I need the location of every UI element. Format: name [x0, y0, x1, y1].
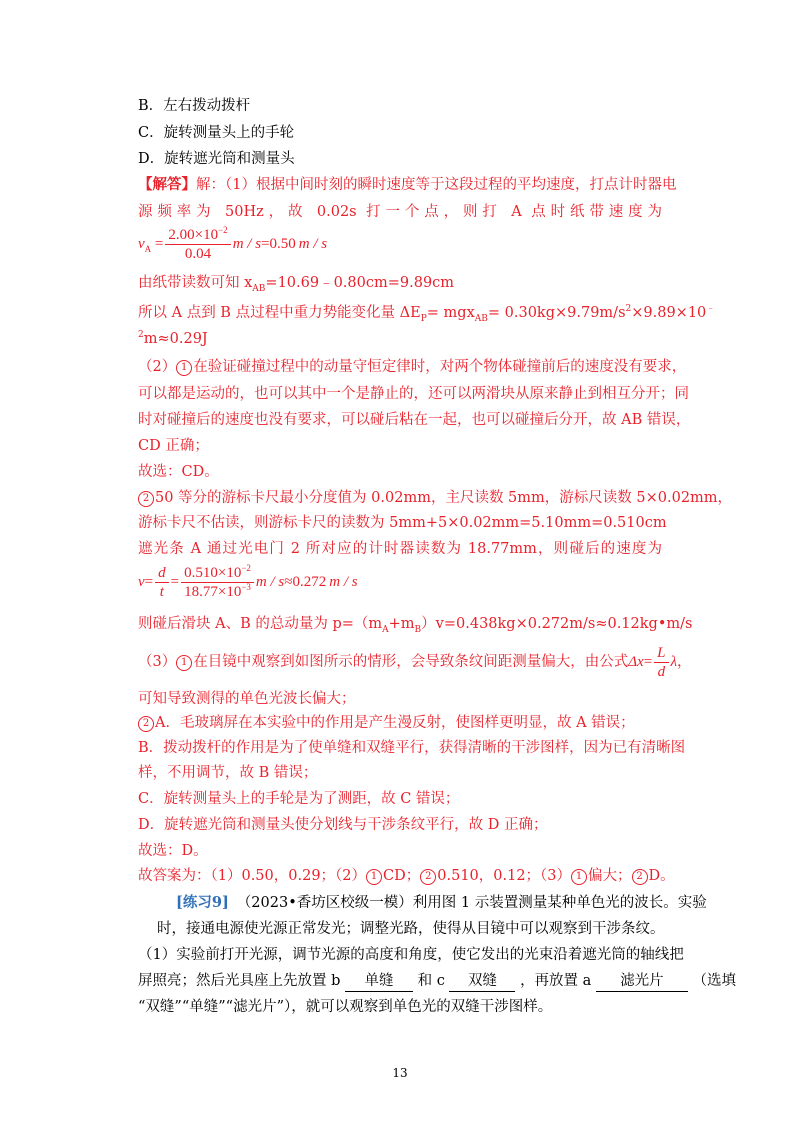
answer-line: 【解答】解：（1）根据中间时刻的瞬时速度等于这段过程的平均速度，打点计时器电 — [138, 176, 677, 193]
answer-heading: 【解答】 — [138, 176, 196, 193]
answer-line: 遮光条 A 通过光电门 2 所对应的计时器读数为 18.77mm，则碰后的速度为 — [138, 541, 662, 557]
exercise-line: 屏照亮；然后光具座上先放置 b 单缝 和 c 双缝 ，再放置 a 滤光片 （选填 — [138, 971, 736, 992]
answer-line: 可知导致测得的单色光波长偏大； — [138, 691, 356, 707]
blank-a: 滤光片 — [596, 971, 688, 992]
answer-line: 源频率为 50Hz，故 0.02s 打一个点，则打 A 点时纸带速度为 — [138, 204, 662, 220]
exercise-header: [练习9] （2023•香坊区校级一模）利用图 1 示装置测量某种单色光的波长。实验 — [176, 894, 707, 911]
circled-number: 2 — [138, 491, 154, 507]
answer-line: 时对碰撞后的速度也没有要求，可以碰后粘在一起，也可以碰撞后分开，故 AB 错误， — [138, 412, 691, 428]
answer-line: 则碰后滑块 A、B 的总动量为 $p=(m_A+m_B)v=0.438kg\times 0.272m/s\approx 0.12kg•m/s$ — [138, 616, 693, 635]
equation-fringe-spacing: Δx= $\frac{L}{d}$ λ — [628, 645, 678, 681]
answer-line: D．旋转遮光筒和测量头使分划线与干涉条纹平行，故 D 正确； — [138, 817, 548, 833]
page-number: 13 — [392, 1066, 408, 1080]
exercise-tag: [练习9] — [176, 894, 229, 911]
answer-line: 2 A．毛玻璃屏在本实验中的作用是产生漫反射，使图样更明显，故 A 错误； — [138, 713, 635, 733]
answer-line: $^2$m≈0.29J — [138, 330, 208, 347]
answer-line: 由纸带读数可知 $x_{AB}=10.69﹣0.80cm=9.89cm$ — [138, 275, 455, 294]
final-answer: 故答案为：（1）0.50，0.29；（2） 1 CD； 2 0.510，0.12；（3） 1 偏大； 2 D。 — [138, 868, 675, 884]
answer-line: 2 50 等分的游标卡尺最小分度值为 0.02mm，主尺读数 5mm，游标尺读数 5×0.02mm， — [138, 488, 732, 508]
answer-line: C．旋转测量头上的手轮是为了测距，故 C 错误； — [138, 791, 460, 807]
blank-c: 双缝 — [449, 971, 515, 992]
equation-velocity-after: v= $\frac{d}{t}$ = $\frac{0.510\times 10^{-2}}{18.77\times 10^{-3}}$ m / s≈0.272 m / s — [138, 563, 358, 601]
option-b: B．左右拨动拨杆 — [138, 98, 251, 114]
answer-line: B．拨动拨杆的作用是为了使单缝和双缝平行，获得清晰的干涉图样，因为已有清晰图 — [138, 740, 686, 756]
answer-line: （2） 1 在验证碰撞过程中的动量守恒定律时，对两个物体碰撞前后的速度没有要求， — [138, 359, 687, 375]
circled-number: 1 — [176, 360, 192, 376]
option-d: D．旋转遮光筒和测量头 — [138, 151, 295, 167]
circled-number: 2 — [138, 716, 154, 732]
exercise-line: “双缝”“单缝”“滤光片”），就可以观察到单色光的双缝干涉图样。 — [138, 999, 553, 1015]
circled-number: 1 — [176, 655, 192, 671]
exercise-line: （1）实验前打开光源，调节光源的高度和角度，使它发出的光束沿着遮光筒的轴线把 — [138, 947, 684, 963]
answer-line: 游标卡尺不估读，则游标卡尺的读数为 5mm+5×0.02mm=5.10mm=0.510cm — [138, 515, 667, 531]
blank-b: 单缝 — [345, 971, 413, 992]
answer-line: 所以 A 点到 B 点过程中重力势能变化量 $\Delta E_P= mgx_{AB}= 0.30kg\times 9.79m/s^2\times 9.89\times 10^﹣$ — [138, 304, 716, 324]
answer-line: 故选：D。 — [138, 843, 208, 859]
answer-line: 可以都是运动的，也可以其中一个是静止的，还可以两滑块从原来静止到相互分开；同 — [138, 386, 689, 402]
answer-line: CD 正确； — [138, 438, 209, 454]
exercise-line: 时，接通电源使光源正常发光；调整光路，使得从目镜中可以观察到干涉条纹。 — [157, 921, 665, 937]
answer-line: 故选：CD。 — [138, 464, 219, 480]
equation-velocity-a: $v_A$ = $\frac{2.00\times 10^{-2}}{0.04}$ m / s=0.50 m / s — [138, 225, 328, 263]
answer-line: 样，不用调节，故 B 错误； — [138, 765, 318, 781]
answer-line: （3） 1 在目镜中观察到如图所示的情形，会导致条纹间距测量偏大，由公式Δx= $\frac{L}{d}$ λ， — [138, 645, 692, 681]
option-c: C．旋转测量头上的手轮 — [138, 125, 295, 141]
